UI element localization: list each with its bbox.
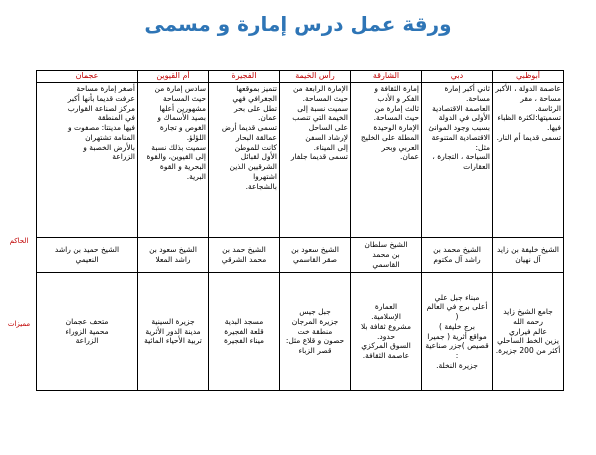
- ruler-ajman: الشيخ حميد بن راشد النعيمي: [37, 238, 138, 273]
- ruler-abudhabi: الشيخ خليفة بن زايد آل نهيان: [493, 238, 564, 273]
- side-label-features: مميزات: [7, 320, 31, 328]
- header-fujairah: الفجيرة: [209, 71, 280, 83]
- description-uaq: سادس إمارة من حيث المساحة مشهورين أعلها بصيد الأسماك و الغوص و تجارة اللؤلؤ. سميت بذلك نسبة إلى القيوين، والقوة البحرية و القوة البرية.: [138, 83, 209, 238]
- features-rak: جبل جيس جزيرة المرجان منطقة خت حصون و قلاع مثل: قصر الزباء: [280, 273, 351, 391]
- header-sharjah: الشارقة: [351, 71, 422, 83]
- description-row: [37, 83, 564, 238]
- ruler-dubai: الشيخ محمد بن راشد آل مكتوم: [422, 238, 493, 273]
- ruler-rak: الشيخ سعود بن صقر القاسمي: [280, 238, 351, 273]
- header-rak: رأس الخيمة: [280, 71, 351, 83]
- side-label-rulers: الحاكم: [9, 237, 29, 245]
- features-row: [37, 273, 564, 391]
- description-rak: الإمارة الرابعة من حيث المساحة. سميت نسبة إلى الخيمة التي تنصب على الساحل لإرشاد السفن إلى الميناء. تسمى قديما جلفار: [280, 83, 351, 238]
- ruler-row: [37, 238, 564, 273]
- header-ajman: عجمان: [37, 71, 138, 83]
- description-abudhabi: عاصمة الدولة ، الأكبر مساحة ، مقر الرئاسة. تسميتها:لكثرة الظباء فيها. تسمى قديما أم النار.: [493, 83, 564, 238]
- features-fujairah: مسجد البدية قلعة الفجيرة ميناء الفجيرة: [209, 273, 280, 391]
- header-dubai: دبي: [422, 71, 493, 83]
- description-sharjah: إمارة الثقافة و الفكر و الأدب ثالث إمارة من حيث المساحة. الإمارة الوحيدة المطلة على الخليج العربي وبحر عمان.: [351, 83, 422, 238]
- features-sharjah: العمارة الإسلامية. مشروع ثقافة بلا حدود. السوق المركزي عاصمة الثقافة.: [351, 273, 422, 391]
- features-uaq: جزيرة السينية مدينة الدور الأثرية تربية الأحياء المائية: [138, 273, 209, 391]
- header-row: [37, 71, 564, 83]
- description-ajman: أصغر إمارة مساحة عرفت قديما بأنها أكبر مركز لصناعة القوارب في المنطقة فيها مدينتا: مصفوت و المنامة تشتهران بالأرض الخصبة و الزراعة: [37, 83, 138, 238]
- ruler-sharjah: الشيخ سلطان بن محمد القاسمي: [351, 238, 422, 273]
- page-title: ورقة عمل درس إمارة و مسمى: [144, 12, 452, 36]
- features-abudhabi: جامع الشيخ زايد رحمه الله عالم فيراري يزين الخط الساحلي أكثر من 200 جزيرة.: [493, 273, 564, 391]
- description-fujairah: تتميز بموقعها الجغرافي فهي تطل على بحر عمان. تسمى قديما أرض عمالقة البحار كانت للموطن الأول لقبائل الشرقيين الذين اشتهروا بالشجاعة.: [209, 83, 280, 238]
- ruler-fujairah: الشيخ حمد بن محمد الشرقي: [209, 238, 280, 273]
- features-ajman: متحف عجمان محمية الزوراء الزراعة: [37, 273, 138, 391]
- header-abudhabi: أبوظبي: [493, 71, 564, 83]
- header-uaq: أم القيوين: [138, 71, 209, 83]
- description-dubai: ثاني أكبر إمارة مساحة. العاصمة الاقتصادية الأولى في الدولة بسبب وجود الموانئ الاقتصادية المتنوعة مثل: السياحة ، التجارة ، العقارات: [422, 83, 493, 238]
- features-dubai: مبناء جبل علي أعلى برج في العالم ( برج خليفة ) مواقع أثرية ( جميرا قصيص )جزر صناعية : جزيرة النخلة.: [422, 273, 493, 391]
- worksheet-table: [36, 70, 564, 391]
- ruler-uaq: الشيخ سعود بن راشد المعلا: [138, 238, 209, 273]
